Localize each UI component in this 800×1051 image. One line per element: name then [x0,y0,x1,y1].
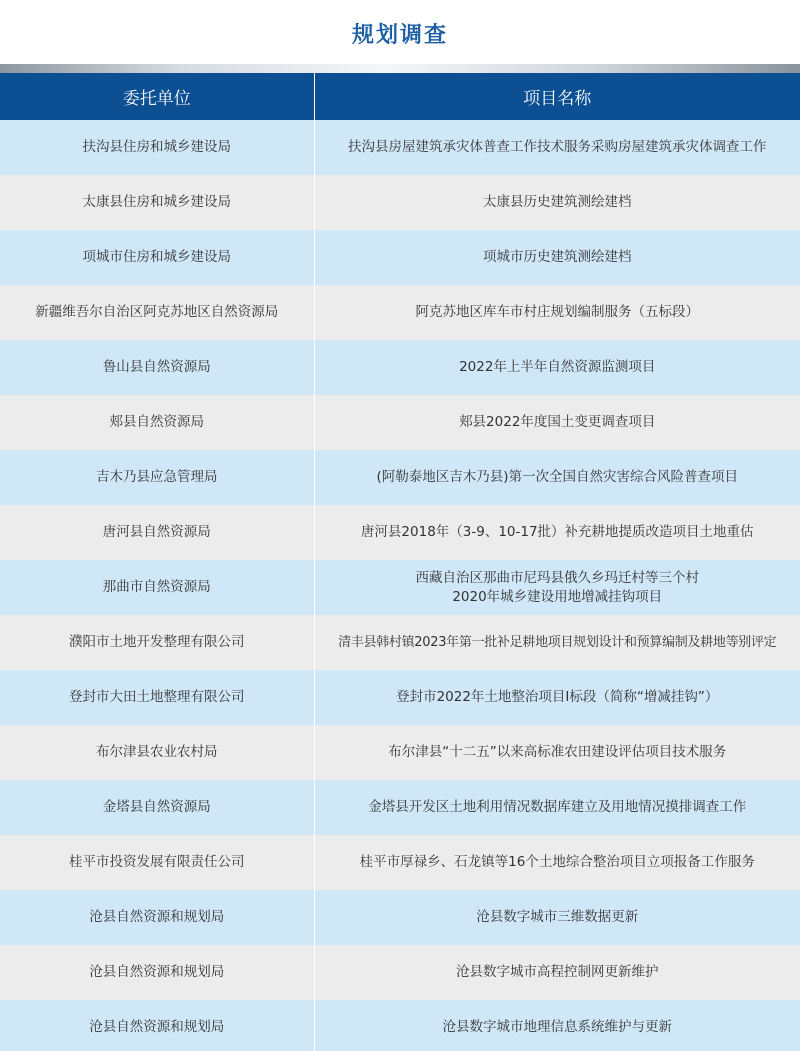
project-cell: 清丰县韩村镇2023年第一批补足耕地项目规划设计和预算编制及耕地等别评定 [314,615,800,670]
project-cell: 沧县数字城市地理信息系统维护与更新 [314,1000,800,1051]
project-cell: 布尔津县“十二五”以来高标准农田建设评估项目技术服务 [314,725,800,780]
table-header-row [0,73,800,120]
table-row [0,780,800,835]
client-cell: 唐河县自然资源局 [0,505,314,560]
client-cell: 布尔津县农业农村局 [0,725,314,780]
project-cell: 金塔县开发区土地利用情况数据库建立及用地情况摸排调查工作 [314,780,800,835]
project-cell: 扶沟县房屋建筑承灾体普查工作技术服务采购房屋建筑承灾体调查工作 [314,120,800,175]
project-line: 西藏自治区那曲市尼玛县俄久乡玛迁村等三个村 [415,569,699,586]
client-cell: 扶沟县住房和城乡建设局 [0,120,314,175]
project-cell: 登封市2022年土地整治项目Ⅰ标段（简称“增减挂钩”） [314,670,800,725]
client-cell: 吉木乃县应急管理局 [0,450,314,505]
client-cell: 郏县自然资源局 [0,395,314,450]
table-row [0,175,800,230]
page-title: 规划调查 [351,22,448,48]
project-cell: (阿勒泰地区吉木乃县)第一次全国自然灾害综合风险普查项目 [314,450,800,505]
table-row [0,505,800,560]
column-header-project: 项目名称 [314,73,800,120]
table-row [0,395,800,450]
project-cell: 唐河县2018年（3-9、10-17批）补充耕地提质改造项目土地重估 [314,505,800,560]
project-cell: 郏县2022年度国土变更调查项目 [314,395,800,450]
client-cell: 太康县住房和城乡建设局 [0,175,314,230]
table-row [0,890,800,945]
table-row [0,615,800,670]
client-cell: 沧县自然资源和规划局 [0,945,314,1000]
table-row [0,1000,800,1051]
table-row [0,230,800,285]
client-cell: 沧县自然资源和规划局 [0,890,314,945]
table-row [0,835,800,890]
column-header-client: 委托单位 [0,73,314,120]
client-cell: 那曲市自然资源局 [0,560,314,615]
divider-bar [0,64,800,73]
client-cell: 登封市大田土地整理有限公司 [0,670,314,725]
projects-table [0,73,800,1051]
table-row [0,340,800,395]
client-cell: 桂平市投资发展有限责任公司 [0,835,314,890]
client-cell: 鲁山县自然资源局 [0,340,314,395]
table-row [0,285,800,340]
client-cell: 濮阳市土地开发整理有限公司 [0,615,314,670]
table-row [0,450,800,505]
project-cell: 2022年上半年自然资源监测项目 [314,340,800,395]
client-cell: 新疆维吾尔自治区阿克苏地区自然资源局 [0,285,314,340]
project-cell: 太康县历史建筑测绘建档 [314,175,800,230]
project-cell: 沧县数字城市高程控制网更新维护 [314,945,800,1000]
table-row [0,670,800,725]
project-cell: 项城市历史建筑测绘建档 [314,230,800,285]
table-row [0,725,800,780]
title-area [0,0,800,64]
project-cell [314,560,800,615]
project-line: 2020年城乡建设用地增减挂钩项目 [452,588,663,605]
project-cell: 阿克苏地区库车市村庄规划编制服务（五标段） [314,285,800,340]
project-cell: 桂平市厚禄乡、石龙镇等16个土地综合整治项目立项报备工作服务 [314,835,800,890]
table-row [0,120,800,175]
client-cell: 项城市住房和城乡建设局 [0,230,314,285]
project-cell: 沧县数字城市三维数据更新 [314,890,800,945]
client-cell: 沧县自然资源和规划局 [0,1000,314,1051]
client-cell: 金塔县自然资源局 [0,780,314,835]
table-row [0,560,800,615]
table-row [0,945,800,1000]
